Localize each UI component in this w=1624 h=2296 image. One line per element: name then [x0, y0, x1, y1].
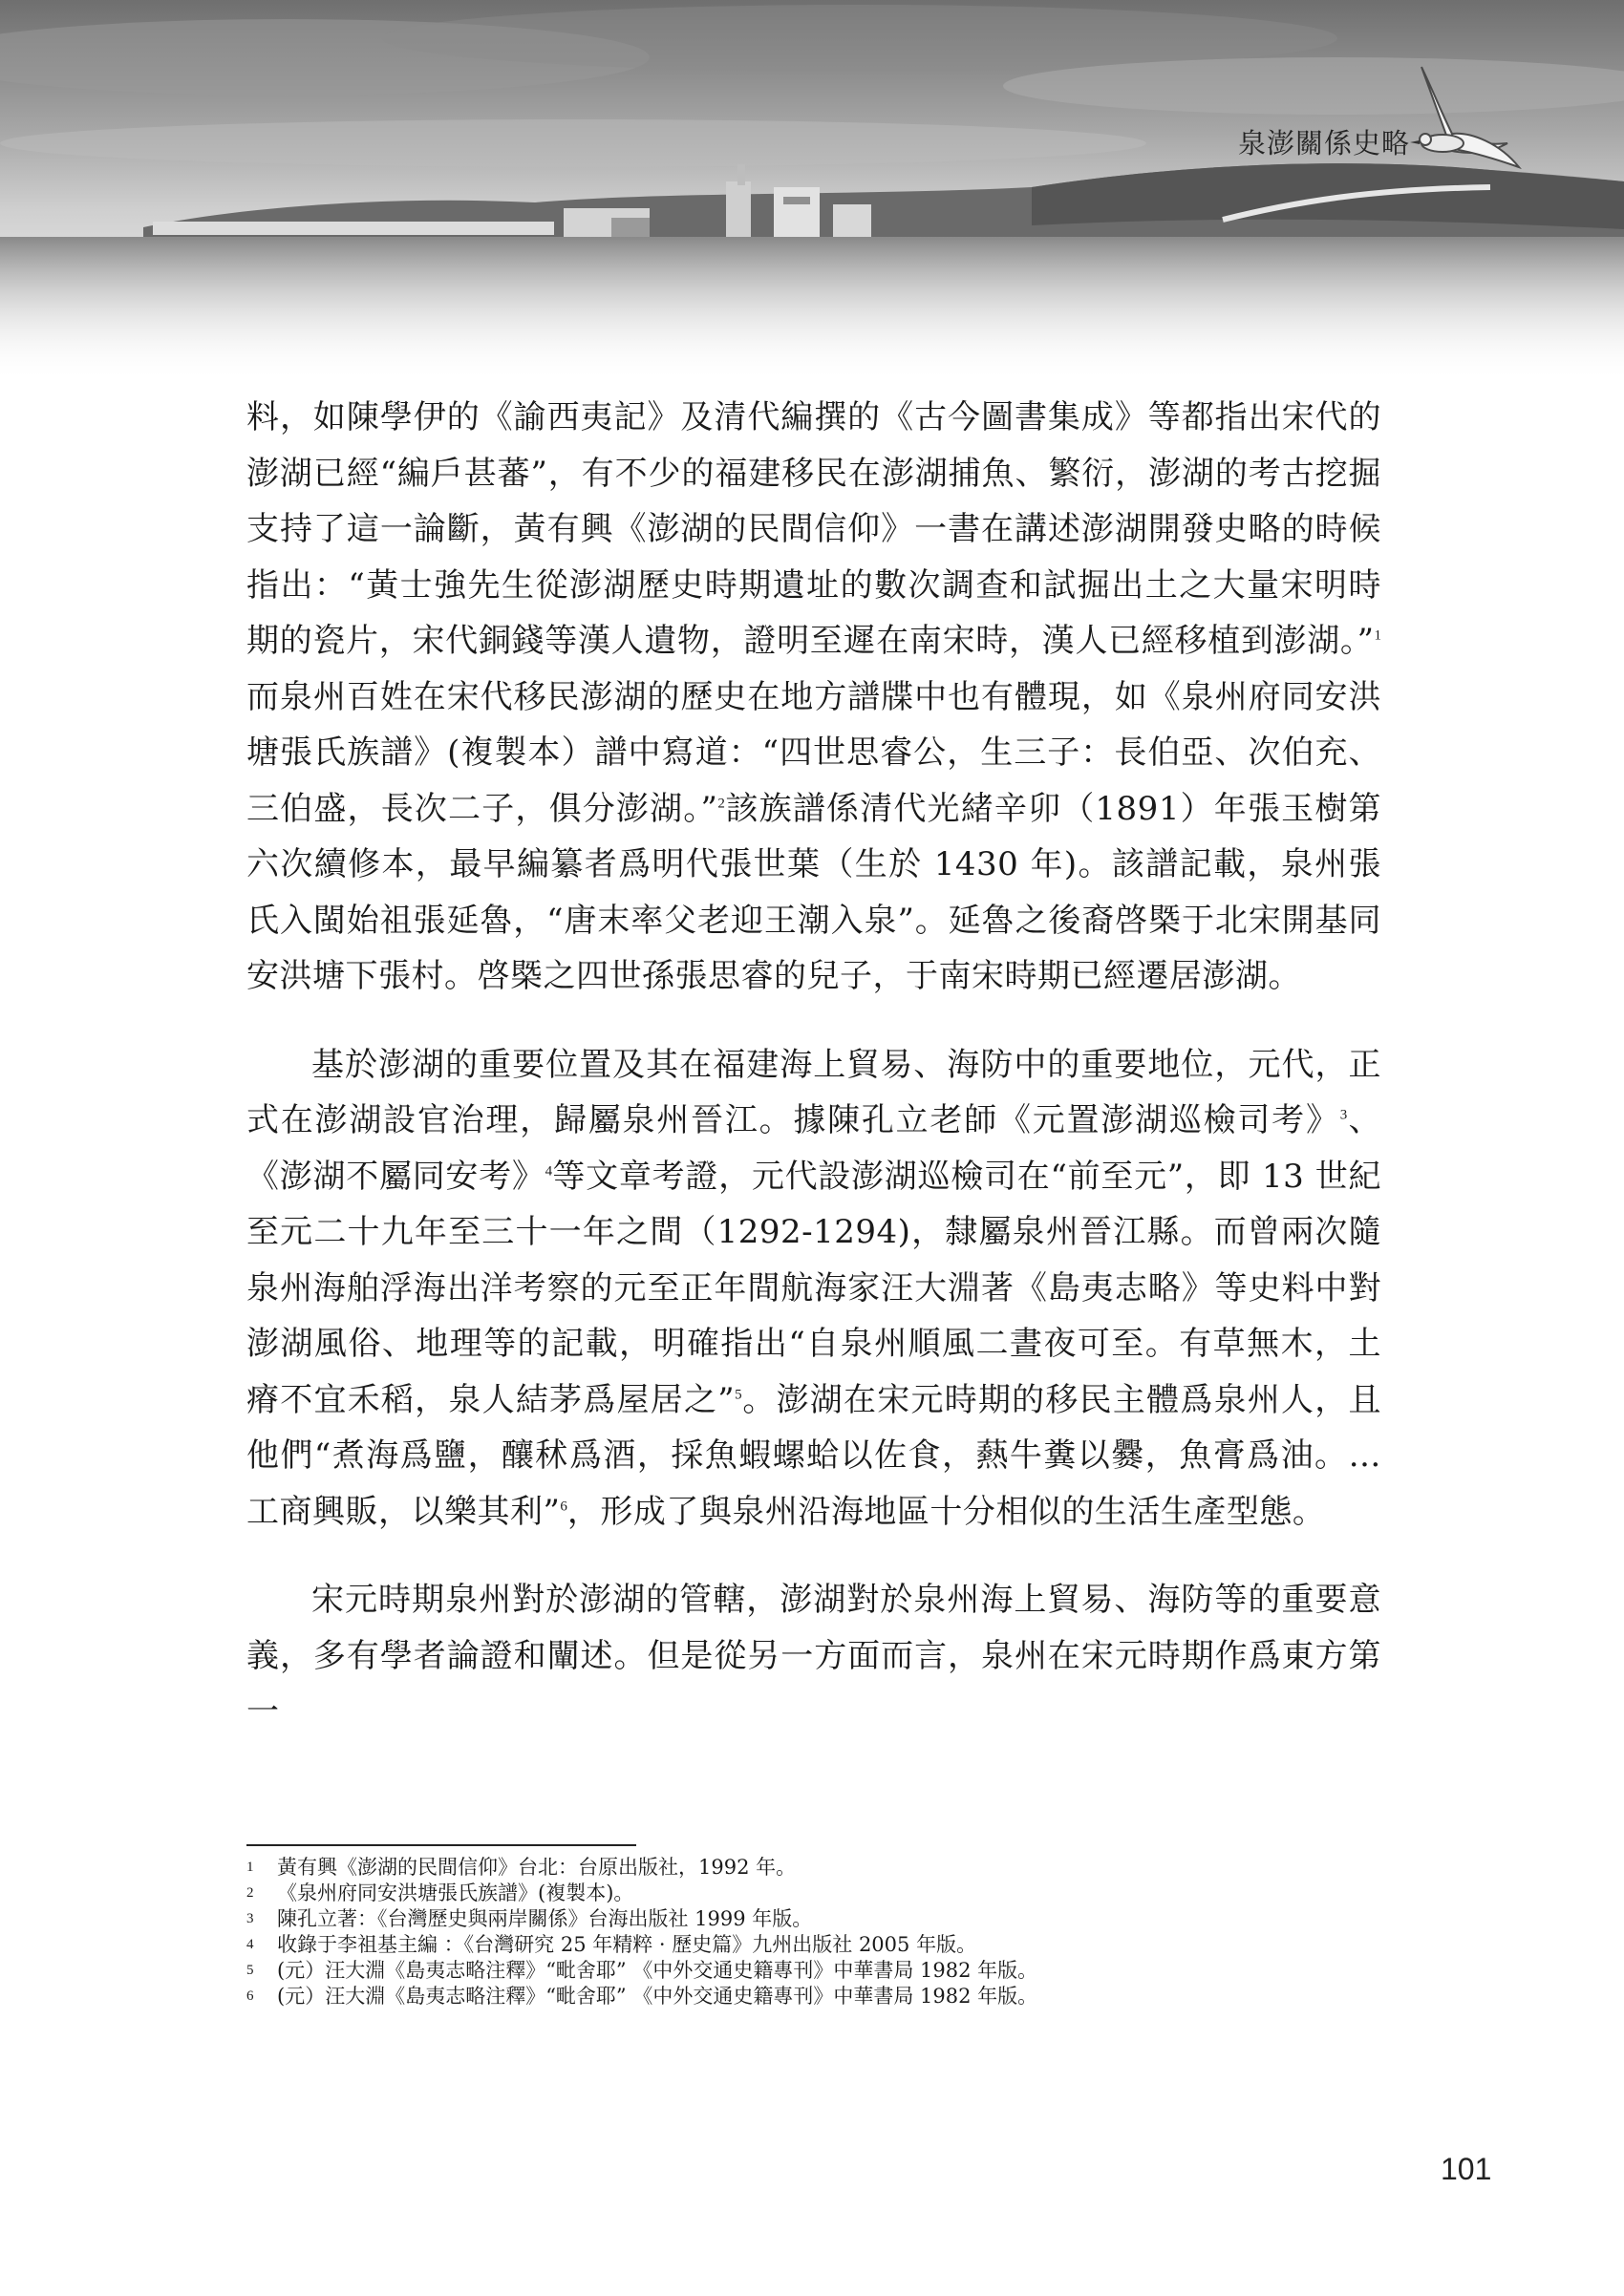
footnote-divider	[246, 1844, 636, 1846]
paragraph-text: 。澎湖在宋元時期的移民主體爲泉州人，且他們“煮海爲鹽，釀秫爲酒，採魚蝦螺蛤以佐食，爇牛糞以爨，魚膏爲油。…工商興販，以樂其利”	[246, 1380, 1381, 1531]
paragraph-text: 基於澎湖的重要位置及其在福建海上貿易、海防中的重要地位，元代，正式在澎湖設官治理，歸屬泉州晉江。據陳孔立老師《元置澎湖巡檢司考》	[246, 1045, 1381, 1139]
paragraph-text: 料，如陳學伊的《諭西夷記》及清代編撰的《古今圖書集成》等都指出宋代的澎湖已經“編戶甚蕃”，有不少的福建移民在澎湖捕魚、繁衍，澎湖的考古挖掘支持了這一論斷，黃有興《澎湖的民間信仰》一書在講述澎湖開發史略的時候指出：“黃士強先生從澎湖歷史時期遺址的數次調查和試掘出土之大量宋明時期的瓷片，宋代銅錢等漢人遺物，證明至遲在南宋時，漢人已經移植到澎湖。”	[246, 398, 1381, 660]
body-paragraph-3	[246, 1572, 1381, 1740]
footnote-number: 2	[246, 1885, 254, 1901]
footnote-number: 6	[246, 1988, 254, 2004]
paragraph-text: ，形成了與泉州沿海地區十分相似的生活生產型態。	[566, 1492, 1326, 1531]
footnote-text: 黃有興《澎湖的民間信仰》台北：台原出版社，1992 年。	[277, 1856, 797, 1879]
footnote-1	[246, 1855, 1381, 1881]
footnote-text: 《泉州府同安洪塘張氏族譜》(複製本)。	[277, 1881, 634, 1904]
footnote-ref-5[interactable]: 5	[735, 1387, 742, 1403]
footnote-4	[246, 1932, 1381, 1958]
paragraph-text: 而泉州百姓在宋代移民澎湖的歷史在地方譜牒中也有體現，如《泉州府同安洪塘張氏族譜》(複製本）譜中寫道：“四世思睿公，生三子：長伯亞、次伯充、三伯盛，長次二子，俱分澎湖。”	[246, 677, 1381, 828]
paragraph-text: 等文章考證，元代設澎湖巡檢司在“前至元”，即 13 世紀至元二十九年至三十一年之間（1292-1294)，隸屬泉州晉江縣。而曾兩次隨泉州海舶浮海出洋考察的元至正年間航海家汪大淵著《島夷志略》等史料中對澎湖風俗、地理等的記載，明確指出“自泉州順風二晝夜可至。有草無木，土瘠不宜禾稻，泉人結茅爲屋居之”	[246, 1157, 1381, 1419]
footnote-ref-1[interactable]: 1	[1374, 627, 1381, 644]
paragraph-text: 該族譜係清代光緒辛卯（1891）年張玉樹第六次續修本，最早編纂者爲明代張世葉（生於 1430 年)。該譜記載，泉州張氏入閩始祖張延魯，“唐末率父老迎王潮入泉”。延魯之後裔啓槩于北宋開基同安洪塘下張村。啓槩之四世孫張思睿的兒子，于南宋時期已經遷居澎湖。	[246, 789, 1381, 995]
page-number: 101	[1441, 2152, 1492, 2186]
body-paragraph-2	[246, 1037, 1381, 1541]
footnote-6	[246, 1984, 1381, 2009]
footnote-5	[246, 1958, 1381, 1984]
footnote-number: 5	[246, 1963, 254, 1978]
paragraph-text: 宋元時期泉州對於澎湖的管轄，澎湖對於泉州海上貿易、海防等的重要意義，多有學者論證和闡述。但是從另一方面而言，泉州在宋元時期作爲東方第一	[246, 1581, 1381, 1731]
footnote-2	[246, 1881, 1381, 1906]
paragraph-text: 、《澎湖不屬同安考》	[246, 1101, 1382, 1196]
body-paragraph-1	[246, 390, 1381, 1005]
header-seascape-image	[0, 0, 1624, 382]
footnote-text: (元）汪大淵《島夷志略注釋》“毗舍耶” 《中外交通史籍專刊》中華書局 1982 年版。	[277, 1959, 1038, 1982]
footnote-number: 1	[246, 1860, 254, 1875]
footnote-ref-3[interactable]: 3	[1339, 1107, 1348, 1123]
footnote-ref-6[interactable]: 6	[560, 1499, 567, 1515]
footnotes	[246, 1855, 1381, 2009]
footnote-3	[246, 1906, 1381, 1932]
footnote-number: 4	[246, 1937, 254, 1952]
body-text	[246, 390, 1381, 1740]
footnote-text: 陳孔立著：《台灣歷史與兩岸關係》台海出版社 1999 年版。	[277, 1907, 813, 1930]
footnote-ref-2[interactable]: 2	[717, 796, 725, 812]
footnote-text: 收錄于李祖基主編 ：《台灣研究 25 年精粹 · 歷史篇》九州出版社 2005 年版。	[277, 1933, 977, 1956]
footnote-text: (元）汪大淵《島夷志略注釋》“毗舍耶” 《中外交通史籍專刊》中華書局 1982 年版。	[277, 1985, 1038, 2008]
running-head-title: 泉澎關係史略	[1238, 127, 1411, 159]
footnote-number: 3	[246, 1911, 254, 1926]
footnote-ref-4[interactable]: 4	[545, 1163, 553, 1180]
